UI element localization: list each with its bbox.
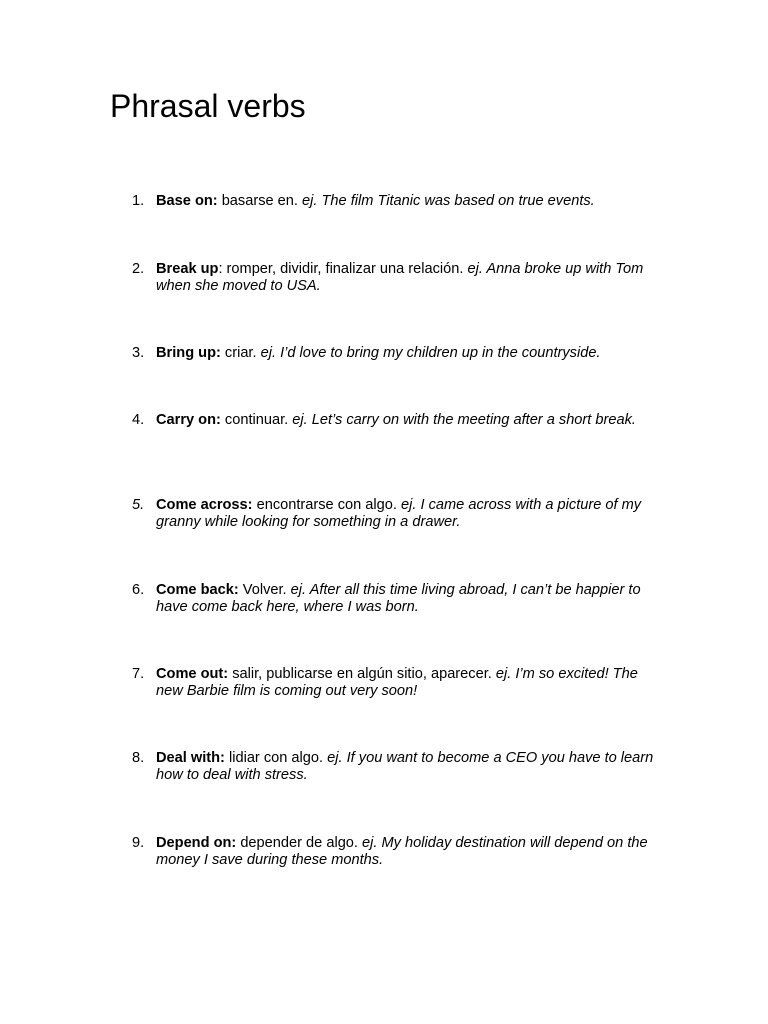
item-example: I’m so excited! The new Barbie film is coming out very soon! [156, 666, 638, 699]
item-ej: ej. [327, 750, 343, 766]
item-example: Anna broke up with Tom when she moved to USA. [156, 261, 644, 294]
list-item [132, 193, 662, 210]
item-content [156, 666, 662, 700]
item-number: 4. [132, 412, 145, 428]
item-content [156, 345, 662, 362]
list-item [132, 345, 662, 362]
item-term: Carry on: [156, 412, 221, 428]
list-item [132, 750, 662, 784]
item-ej: ej. [467, 261, 483, 277]
item-definition: basarse en. [217, 193, 303, 209]
item-term: Come across: [156, 497, 253, 513]
item-example: Let’s carry on with the meeting after a short break. [307, 412, 636, 428]
item-content [156, 750, 662, 784]
list-item [132, 261, 662, 295]
item-content [156, 835, 662, 869]
item-definition: : romper, dividir, finalizar una relación. [218, 261, 468, 277]
item-ej: ej. [290, 582, 307, 598]
list-item [132, 835, 662, 869]
page-title: Phrasal verbs [110, 88, 306, 124]
item-example: My holiday destination will depend on the money I save during these months. [156, 835, 648, 868]
item-definition: lidiar con algo. [224, 750, 328, 766]
item-number: 1. [132, 193, 145, 209]
item-definition: salir, publicarse en algún sitio, aparecer. [228, 666, 496, 682]
item-definition: criar. [220, 345, 261, 361]
item-term: Bring up: [156, 345, 221, 361]
item-definition: depender de algo. [236, 835, 363, 851]
item-example: I’d love to bring my children up in the countryside. [276, 345, 601, 361]
list-item [132, 412, 662, 429]
list-item [132, 666, 662, 700]
item-term: Depend on: [156, 835, 237, 851]
item-example: If you want to become a CEO you have to learn how to deal with stress. [156, 750, 654, 783]
item-term: Deal with: [156, 750, 225, 766]
item-number: 5. [132, 497, 145, 513]
item-content [156, 193, 662, 210]
list-item [132, 497, 662, 531]
item-content [156, 261, 662, 295]
item-ej: ej. [292, 412, 308, 428]
item-example: After all this time living abroad, I can’t be happier to have come back here, where I was born. [156, 582, 641, 615]
item-term: Come back: [156, 582, 239, 598]
item-content [156, 582, 662, 616]
item-term: Break up [156, 261, 219, 277]
item-number: 8. [132, 750, 145, 766]
item-ej: ej. [362, 835, 378, 851]
item-number: 9. [132, 835, 145, 851]
item-content [156, 497, 662, 531]
item-definition: encontrarse con algo. [252, 497, 401, 513]
item-number: 3. [132, 345, 145, 361]
list-item [132, 582, 662, 616]
item-term: Base on: [156, 193, 218, 209]
item-number: 7. [132, 666, 145, 682]
item-ej: ej. [401, 497, 417, 513]
item-ej: ej. [495, 666, 512, 682]
item-definition: Volver. [238, 582, 291, 598]
item-content [156, 412, 662, 429]
item-number: 6. [132, 582, 145, 598]
item-definition: continuar. [220, 412, 293, 428]
item-example: I came across with a picture of my granny while looking for something in a drawer. [156, 497, 642, 530]
item-number: 2. [132, 261, 145, 277]
item-example: The film Titanic was based on true events. [317, 193, 595, 209]
item-ej: ej. [260, 345, 277, 361]
item-ej: ej. [302, 193, 318, 209]
item-term: Come out: [156, 666, 229, 682]
